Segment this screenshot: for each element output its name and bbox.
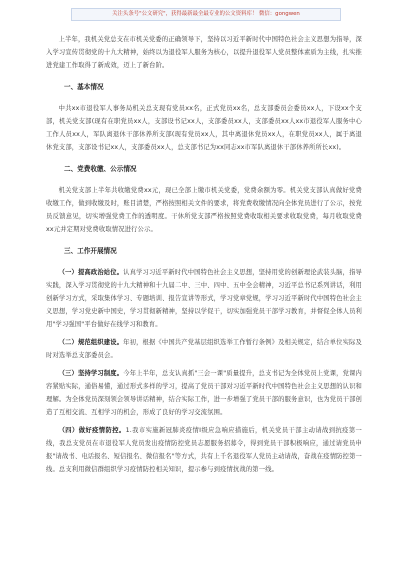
work-item-4 — [46, 424, 362, 476]
work-item-3 — [46, 367, 362, 419]
banner-text: 关注头条号"公文研究"，获得最新最全最专业的公文资料库！ 微信：gongwen — [112, 10, 300, 17]
work-item-3-text: 今年上半年，总支认真抓"三会一课"质量提升，总支书记为全体党员上党课，党课内容紧贴实际，通俗易懂，通过形式多样的学习，提高了党员干部对习近平新时代中国特色社会主义思想的认识和理解。为全体党员深刻领会领导讲话精神，结合实际工作，进一步增强了党员干部的服务意识，也为党员干部创造了互相交流、互相学习的机会，形成了良好的学习交流氛围。 — [46, 370, 363, 416]
work-item-1-title: （一）提高政治站位。 — [58, 269, 124, 276]
section-heading-basic-info: 一、基本情况 — [64, 83, 104, 91]
basic-info-paragraph: 中共xx市退役军人事务局机关总支现有党员xx名，正式党员xx名，总支部委员会委员xx人，下设xx个支部，机关党支部(现有在职党员xx人，支部设书记xx人，支部委员xx人，支部委员xx人xx市退役军人服务中心工作人员xx人，军队离退休干部休养所支部(现有党员xx人，其中离退休党员xx人，在职党员xx人，属于离退休党支部，支部设书记xx人，支部委员xx人，总支部书记为xx同志xx市军队离退休干部休养所所长xx)。 — [46, 105, 362, 151]
work-item-2 — [46, 336, 362, 362]
work-item-4-title: （四）做好疫情防控。 — [58, 427, 126, 434]
section-heading-work: 三、工作开展情况 — [64, 247, 117, 255]
work-item-2-text: 年初，根据《中国共产党基层组织选举工作暂行条例》及相关规定，结合单位实际及时对选举总支部委员会。 — [46, 339, 362, 359]
document-body — [46, 33, 362, 476]
work-item-4-text: 1.我市实施新冠肺炎疫情Ⅰ级应急响应措施后，机关党员干部主动请战到抗疫第一线，我总支党员在市退役军人党员发出疫情防控党员志愿服务招募令，得到党员干部积极响应，通过请党员申报"请战书、电话报名、短信报名、微信报名"等方式，共有上千名退役军人党员主动请战，奋战在疫情防控第一线。总支利用微信群组织学习疫情防控相关知识，提示参与到疫情抗战的第一线。 — [46, 427, 363, 473]
party-dues-paragraph: 机关党支部上半年共收缴党费xx元，现已全部上缴市机关党委，党费余额为零。机关党支部认真做好党费收缴工作，做到收缴及时，账目清楚，严格按照相关文件的要求，将党费收缴情况向全体党员进行了公示，按党员反馈意见，切实增强党费工作的透明度。干休所党支部严格按照党费收取相关要求收取党费，每月收取党费xx元并定期对党费收取情况进行公示。 — [46, 187, 362, 233]
section-heading-party-dues: 二、党费收缴、公示情况 — [64, 165, 137, 173]
work-item-2-title: （二）规范组织建设。 — [58, 339, 124, 346]
intro-paragraph: 上半年，我机关党总支在市机关党委的正确领导下，坚持以习近平新时代中国特色社会主义思想为指导，深入学习宣传贯彻党的十九大精神，始终以为退役军人服务为核心，以提升退役军人党员整体素质为主线，扎实推进党建工作取得了新成效，迈上了新台阶。 — [46, 36, 362, 69]
work-item-3-title: （三）坚持学习制度。 — [58, 370, 124, 377]
work-item-1-text: 认真学习习近平新时代中国特色社会主义思想，坚持用党的创新理论武装头脑，指导实践，深入学习贯彻党的十九大精神和十九届二中、三中、四中、五中全会精神，习近平总书记系列讲话，利用创新学习方式，采取集体学习、专题培训、报告宣讲等形式，学习党章党规，学习习近平新时代中国特色社会主义思想，学习党史新中国史，学习贯彻新精神，坚持以学促干，切实加强党员干部学习教育，并督促全体人员利用"学习强国"平台做好在线学习和教育。 — [46, 269, 362, 328]
work-item-1 — [46, 266, 362, 331]
header-banner — [71, 8, 341, 21]
